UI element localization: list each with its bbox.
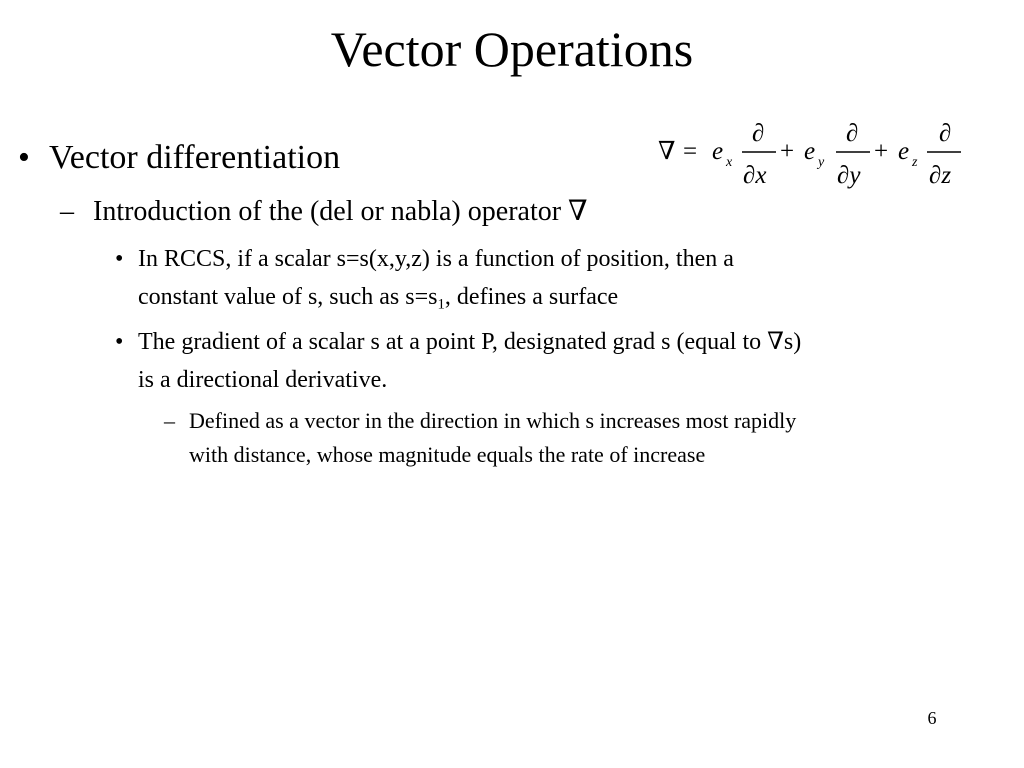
slide-title: Vector Operations <box>330 21 694 77</box>
bullet-marker: • <box>115 246 124 272</box>
formula-graphic <box>656 112 966 194</box>
text-line-1: Defined as a vector in the direction in which s increases most rapidly <box>189 408 797 433</box>
bullet-marker: • <box>115 329 124 355</box>
formula-partial-den-z: ∂z <box>929 162 952 189</box>
text-line-2: with distance, whose magnitude equals the rate of increase <box>189 442 706 467</box>
text-line-1: The gradient of a scalar s at a point P, designated grad s (equal to ∇s) <box>138 329 802 355</box>
formula-e-z: e <box>898 138 910 165</box>
text-line-2-prefix: constant value of s, such as s=s <box>138 284 438 310</box>
formula-sub-y: y <box>818 155 825 170</box>
text-line-2 <box>138 278 1018 316</box>
formula-nabla: ∇ <box>658 138 676 165</box>
level4-text <box>189 404 1009 472</box>
subbullet-text: Introduction of the (del or nabla) operator ∇ <box>93 196 588 227</box>
bullet-marker: • <box>18 139 30 176</box>
formula-partial-den-x: ∂x <box>743 162 767 189</box>
formula-plus-2: + <box>874 138 889 165</box>
dash-marker: – <box>164 408 175 433</box>
del-operator-formula <box>656 112 966 194</box>
subsubbullet-text <box>138 240 1018 316</box>
subsubbullet-text <box>138 323 1018 399</box>
formula-plus-1: + <box>780 138 795 165</box>
text-line-1: In RCCS, if a scalar s=s(x,y,z) is a function of position, then a <box>138 246 734 272</box>
formula-partial-num-x: ∂ <box>752 120 765 147</box>
formula-e-x: e <box>712 138 724 165</box>
formula-equals: = <box>683 138 698 165</box>
text-line-2: is a directional derivative. <box>138 367 388 393</box>
formula-sub-z: z <box>912 155 918 170</box>
formula-partial-num-y: ∂ <box>846 120 859 147</box>
page-number: 6 <box>927 708 937 728</box>
formula-partial-num-z: ∂ <box>939 120 952 147</box>
formula-sub-x: x <box>726 155 733 170</box>
text-line-2-suffix: , defines a surface <box>444 284 619 310</box>
formula-e-y: e <box>804 138 816 165</box>
formula-partial-den-y: ∂y <box>837 162 861 189</box>
subscript-1: 1 <box>437 296 445 313</box>
bullet-text: Vector differentiation <box>49 139 341 176</box>
dash-marker: – <box>60 196 74 227</box>
